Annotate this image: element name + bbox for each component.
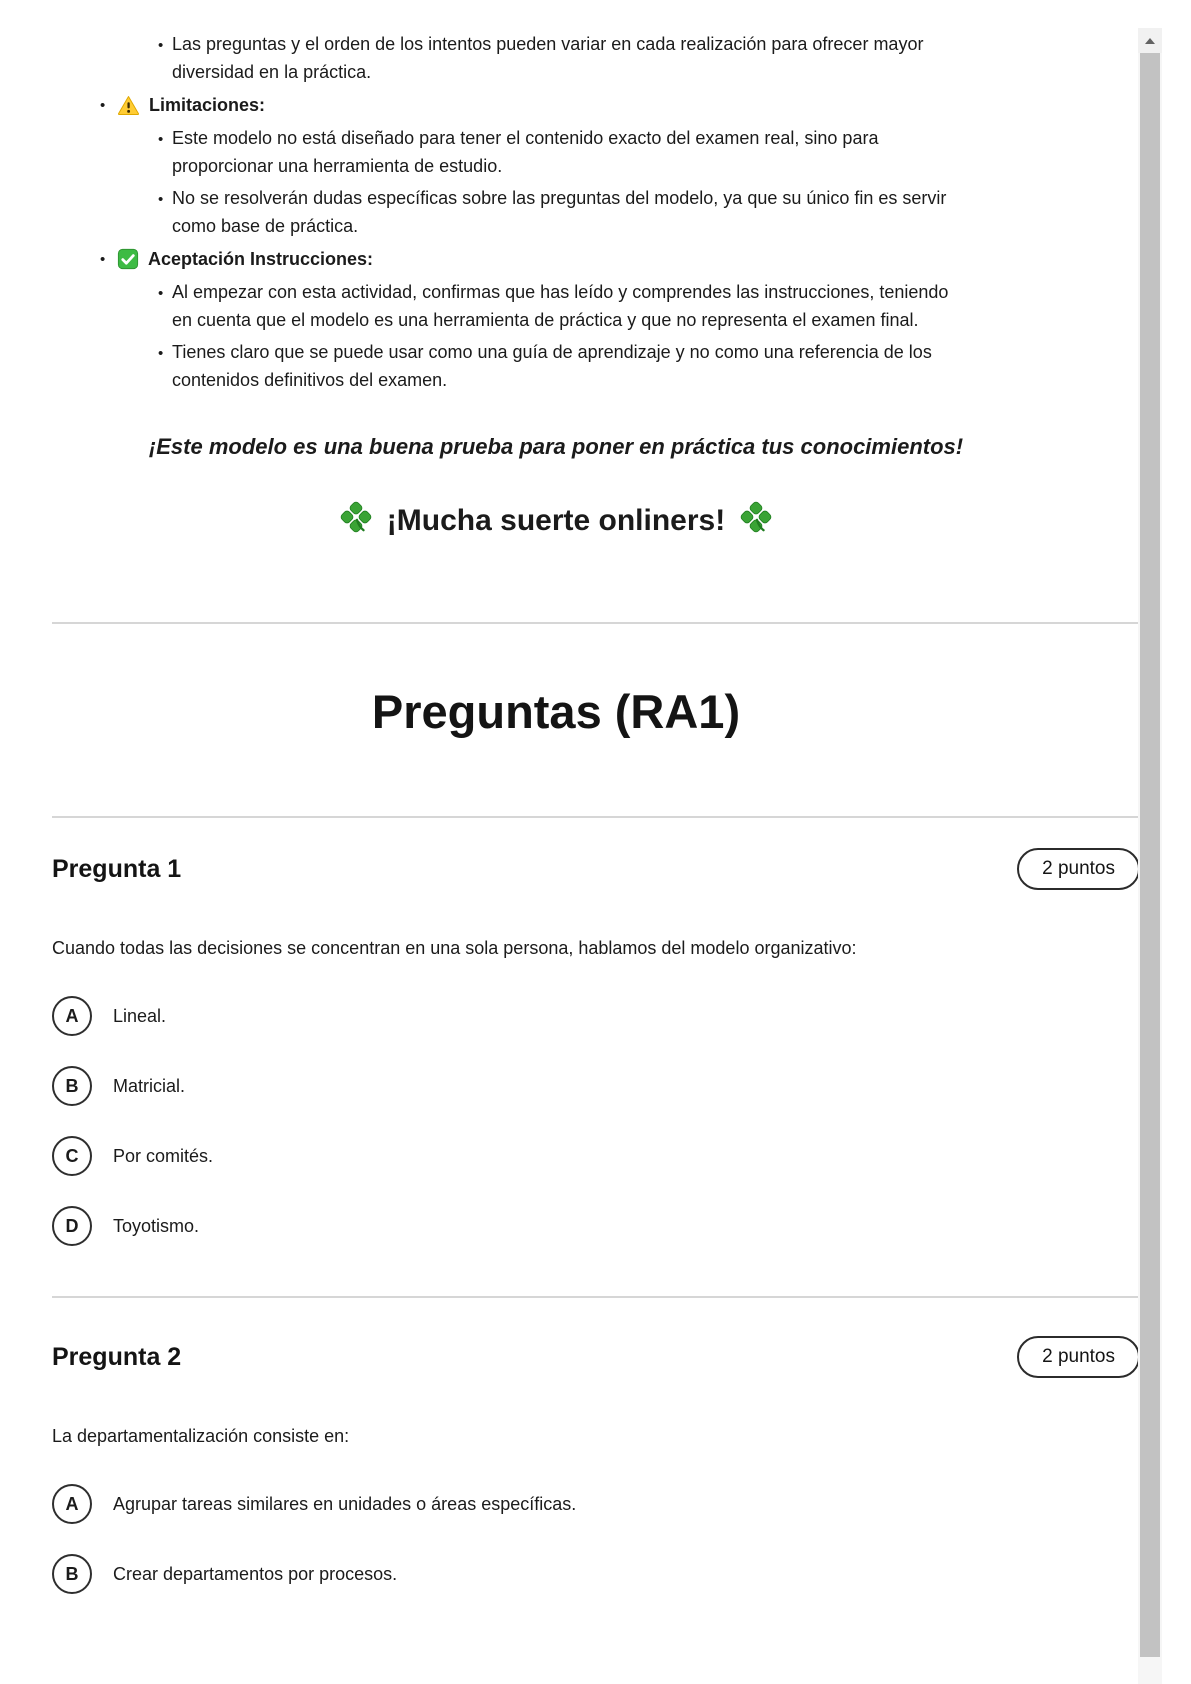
heading-wrapper (52, 680, 1060, 744)
question-title: Pregunta 1 (52, 854, 182, 883)
option-letter-circle[interactable]: A (52, 1484, 92, 1524)
list-item (52, 278, 1060, 334)
question-title: Pregunta 2 (52, 1342, 182, 1371)
option-text: Lineal. (113, 1005, 167, 1026)
page-title: Preguntas (RA1) (371, 685, 741, 738)
bullet-dot (158, 124, 172, 154)
answer-option-b[interactable] (52, 1554, 1140, 1594)
question-header (52, 848, 1140, 890)
answer-option-a[interactable] (52, 1484, 1140, 1524)
options-list (52, 996, 1140, 1246)
option-letter-circle[interactable]: D (52, 1206, 92, 1246)
options-list (52, 1484, 1140, 1594)
option-letter-circle[interactable]: C (52, 1136, 92, 1176)
acceptance-header (52, 244, 1060, 274)
bullet-dot (158, 338, 172, 368)
bullet-dot (100, 244, 114, 274)
instructions-section (52, 30, 1060, 542)
instruction-text: No se resolverán dudas específicas sobre las preguntas del modelo, ya que su único fin es servir como base de práctica. (172, 188, 947, 236)
bullet-dot (100, 90, 114, 120)
scroll-up-button[interactable] (1138, 28, 1162, 53)
question-block-1 (52, 848, 1140, 1246)
good-luck-text: ¡Mucha suerte onliners! (386, 504, 726, 537)
scrollbar[interactable] (1138, 28, 1162, 1684)
option-text: Matricial. (113, 1075, 186, 1096)
option-text: Toyotismo. (113, 1215, 200, 1236)
scroll-up-arrow-icon (1145, 38, 1155, 44)
option-letter-circle[interactable]: B (52, 1066, 92, 1106)
question-block-2 (52, 1336, 1140, 1594)
limitations-header (52, 90, 1060, 120)
section-divider (52, 816, 1140, 818)
question-text: Cuando todas las decisiones se concentran en una sola persona, hablamos del modelo organizativo: (52, 938, 857, 958)
check-icon (117, 248, 139, 270)
answer-option-a[interactable] (52, 996, 1140, 1036)
option-text: Crear departamentos por procesos. (113, 1563, 398, 1584)
option-letter-circle[interactable]: A (52, 996, 92, 1036)
list-item (52, 124, 1060, 180)
four-leaf-clover-icon (739, 500, 773, 542)
section-divider (52, 622, 1140, 624)
option-letter-circle[interactable]: B (52, 1554, 92, 1594)
answer-option-b[interactable] (52, 1066, 1140, 1106)
limitations-title: Limitaciones: (149, 95, 266, 115)
instruction-text: Tienes claro que se puede usar como una guía de aprendizaje y no como una referencia de los contenidos definitivos del examen. (172, 342, 932, 390)
points-badge: 2 puntos (1017, 1336, 1140, 1378)
instruction-text: Las preguntas y el orden de los intentos pueden variar en cada realización para ofrecer mayor diversidad en la práctica. (172, 34, 924, 82)
list-item (52, 30, 1060, 86)
bullet-dot (158, 184, 172, 214)
scrollbar-thumb[interactable] (1140, 53, 1160, 1657)
option-text: Agrupar tareas similares en unidades o áreas específicas. (113, 1493, 577, 1514)
motivation-line: ¡Este modelo es una buena prueba para poner en práctica tus conocimientos! (148, 434, 964, 459)
acceptance-title: Aceptación Instrucciones: (148, 249, 374, 269)
answer-option-c[interactable] (52, 1136, 1140, 1176)
answer-option-d[interactable] (52, 1206, 1140, 1246)
list-item (52, 338, 1060, 394)
good-luck-line (52, 500, 1060, 542)
option-text: Por comités. (113, 1145, 214, 1166)
list-item (52, 184, 1060, 240)
four-leaf-clover-icon (339, 500, 373, 542)
bullet-dot (158, 30, 172, 60)
bullet-dot (158, 278, 172, 308)
warning-icon (117, 94, 140, 117)
points-badge: 2 puntos (1017, 848, 1140, 890)
question-text: La departamentalización consiste en: (52, 1426, 350, 1446)
question-header (52, 1336, 1140, 1378)
instruction-text: Al empezar con esta actividad, confirmas que has leído y comprendes las instrucciones, teniendo en cuenta que el modelo es una herramienta de práctica y que no representa el examen final. (172, 282, 949, 330)
instruction-text: Este modelo no está diseñado para tener el contenido exacto del examen real, sino para proporcionar una herramienta de estudio. (172, 128, 879, 176)
section-divider (52, 1296, 1140, 1298)
